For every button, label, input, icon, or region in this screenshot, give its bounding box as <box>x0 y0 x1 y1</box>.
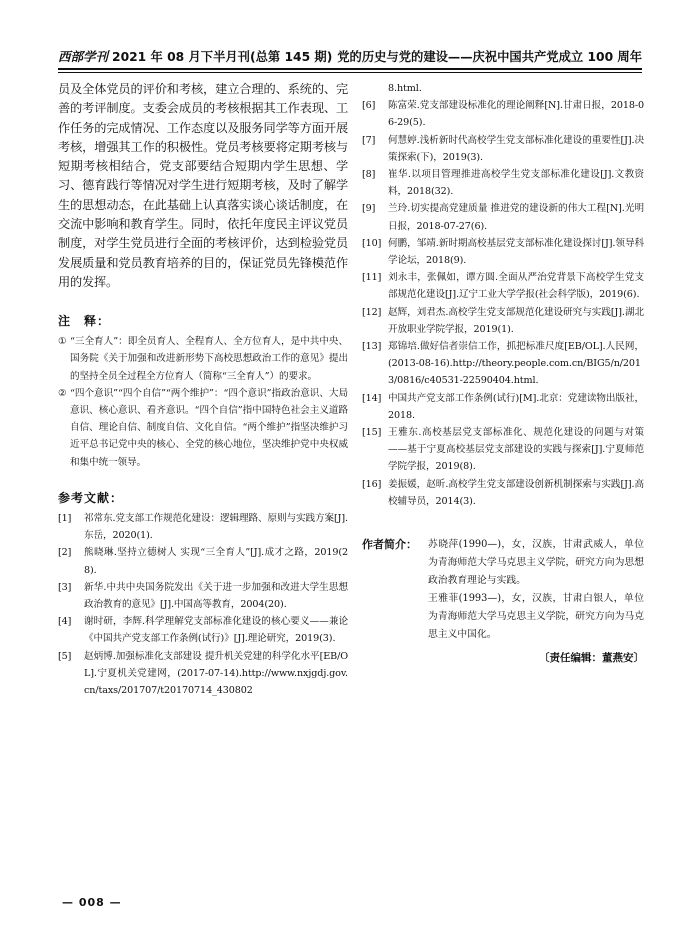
body-paragraph: 员及全体党员的评价和考核，建立合理的、系统的、完善的考评制度。支委会成员的考核根据其工作表现、工作任务的完成情况、工作态度以及服务同学等方面开展考核，增强其工作的积极性。党员考核要将定期考核与短期考核相结合，党支部要结合短期内学生思想、学习、德育践行等情况对学生进行短期考核，及时了解学生的思想动态，在此基础上认真落实谈心谈话制度，在交流中影响和教育学生。同时，依托年度民主评议党员制度，对学生党员进行全面的考核评价，达到检验党员发展质量和党员教育培养的目的，保证党员先锋模范作用的发挥。 <box>58 82 348 289</box>
reference-number: [11] <box>362 272 382 284</box>
reference-number: [7] <box>362 134 376 146</box>
reference-item <box>362 390 644 424</box>
reference-item <box>362 200 644 234</box>
reference-text: 中国共产党支部工作条例(试行)[M].北京：党建读物出版社，2018. <box>388 392 644 421</box>
reference-item <box>58 648 348 700</box>
reference-text: 祁常东.党支部工作规范化建设：逻辑理路、原则与实践方案[J].东岳，2020(1). <box>84 512 348 542</box>
reference-text: 兰玲.切实提高党建质量 推进党的建设新的伟大工程[N].光明日报，2018-07-27(6). <box>388 203 644 232</box>
reference-item <box>58 544 348 578</box>
left-column <box>58 80 348 699</box>
header-left <box>58 47 332 65</box>
reference-text: 崔华.以项目管理推进高校学生党支部标准化建设[J].文教资料，2018(32). <box>388 169 644 198</box>
reference-number: [15] <box>362 427 382 439</box>
responsible-editor: 〔责任编辑：董燕安〕 <box>539 652 644 665</box>
reference-number: [6] <box>362 100 376 112</box>
reference-text: 王雅东.高校基层党支部标准化、规范化建设的问题与对策——基于宁夏高校基层党支部建设的实践与探索[J].宁夏师范学院学报，2019(8). <box>388 427 644 473</box>
reference-item <box>58 579 348 613</box>
reference-text: 谢时研，李辉.科学理解党支部标准化建设的核心要义——兼论《中国共产党支部工作条例(试行)》[J].理论研究，2019(3). <box>84 616 348 645</box>
reference-item <box>362 338 644 390</box>
right-column <box>362 80 644 665</box>
reference-item <box>362 235 644 269</box>
running-header <box>58 47 642 65</box>
reference-item <box>58 510 348 544</box>
reference-number: [16] <box>362 478 382 490</box>
reference-number: [1] <box>58 512 72 524</box>
reference-text: 刘永丰，张佩如，谭方圆.全面从严治党背景下高校学生党支部规范化建设[J].辽宁工业大学学报(社会科学版)，2019(6). <box>388 272 644 301</box>
reference-number: [12] <box>362 306 382 318</box>
reference-text: 郑锦培.做好信者崇信工作，抓把标准尺度[EB/OL].人民网，(2013-08-16).http://theory.people.com.cn/BIG5/n/2013/0816/c40531-22590404.html. <box>388 341 644 387</box>
author-entry: 苏晓萍(1990—)，女，汉族，甘肃武威人，单位为青海师范大学马克思主义学院，研究方向为思想政治教育理论与实践。 <box>428 539 644 587</box>
reference-number: [4] <box>58 616 72 628</box>
header-rule-thick <box>58 68 642 70</box>
reference-continuation <box>362 80 644 97</box>
note-number: ② <box>58 387 67 399</box>
reference-item <box>58 613 348 647</box>
reference-number-blank <box>362 80 388 97</box>
reference-text: 何鹏，邹靖.新时期高校基层党支部标准化建设探讨[J].领导科学论坛，2018(9). <box>388 237 644 267</box>
reference-item <box>362 132 644 166</box>
reference-text: 何慧婷.浅析新时代高校学生党支部标准化建设的重要性[J].决策探索(下)，2019(3). <box>388 134 644 163</box>
reference-number: [2] <box>58 547 72 559</box>
references-title: 参考文献： <box>58 490 124 505</box>
note-text: “四个意识”“四个自信”“两个维护”：“四个意识”指政治意识、大局意识、核心意识、看齐意识。“四个自信”指中国特色社会主义道路自信、理论自信、制度自信、文化自信。“两个维护”指坚决维护习近平总书记党中央的核心、全党的核心地位，坚决维护党中央权威和集中统一领导。 <box>70 387 348 468</box>
reference-text: 姜振媛，赵昕.高校学生党支部建设创新机制探索与实践[J].高校辅导员，2014(3). <box>388 478 644 507</box>
author-intro-list <box>428 536 644 644</box>
note-item <box>58 333 348 385</box>
reference-number: [13] <box>362 341 382 353</box>
author-entry: 王雅菲(1993—)，女，汉族，甘肃白银人，单位为青海师范大学马克思主义学院，研究方向为马克思主义中国化。 <box>428 593 644 641</box>
reference-number: [9] <box>362 203 376 215</box>
note-item <box>58 385 348 471</box>
reference-number: [14] <box>362 392 382 404</box>
reference-item <box>362 166 644 200</box>
reference-number: [5] <box>58 650 72 662</box>
reference-item <box>362 304 644 338</box>
reference-text: 陈富荣.党支部建设标准化的理论阐释[N].甘肃日报，2018-06-29(5). <box>388 100 644 129</box>
header-rule-thin <box>58 72 642 73</box>
reference-item <box>362 269 644 303</box>
reference-number: [8] <box>362 169 376 181</box>
reference-text: 赵炳博.加强标准化支部建设 提升机关党建的科学化水平[EB/OL].宁夏机关党建网，(2017-07-14).http://www.nxjgdj.gov.cn/taxs/201707/t20170714_430802 <box>84 650 348 696</box>
reference-item <box>362 424 644 476</box>
page-number: — 008 — <box>62 896 122 909</box>
author-intro <box>362 536 644 644</box>
reference-text: 赵辉，刘君杰.高校学生党支部规范化建设研究与实践[J].湖北开放职业学院学报，2019(1). <box>388 306 644 335</box>
issue-label: 2021 年 08 月下半月刊(总第 145 期) <box>112 50 333 64</box>
reference-text: 熊晓琳.坚持立德树人 实现“三全育人”[J].成才之路，2019(28). <box>84 547 348 576</box>
notes-title: 注 释： <box>58 314 111 329</box>
reference-text: 新华.中共中央国务院发出《关于进一步加强和改进大学生思想政治教育的意见》[J].中国高等教育，2004(20). <box>84 581 348 610</box>
reference-text: 8.html. <box>388 83 422 94</box>
note-number: ① <box>58 336 67 348</box>
reference-number: [3] <box>58 581 72 593</box>
note-text: “三全育人”：即全员育人、全程育人、全方位育人，是中共中央、国务院《关于加强和改进新形势下高校思想政治工作的意见》提出的坚持全员全过程全方位育人（简称“三全育人”）的要求。 <box>70 336 348 382</box>
author-intro-label: 作者简介： <box>362 538 417 552</box>
reference-number: [10] <box>362 237 382 249</box>
column-title: 党的历史与党的建设——庆祝中国共产党成立 100 周年 <box>337 50 642 64</box>
reference-item <box>362 97 644 131</box>
journal-logo: 西部学刊 <box>58 49 109 64</box>
reference-item <box>362 476 644 510</box>
